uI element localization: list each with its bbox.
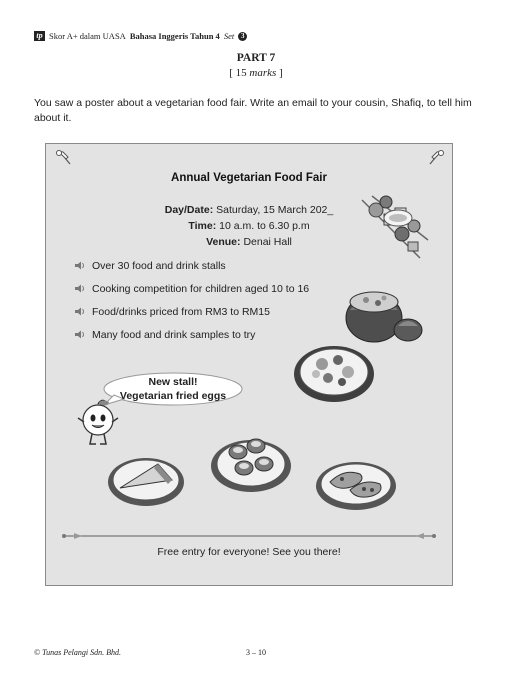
list-item <box>74 258 309 273</box>
marks-word: marks <box>249 67 277 79</box>
pushpin-icon <box>428 148 446 166</box>
instruction-text: You saw a poster about a vegetarian food fair. Write an email to your cousin, Shafiq, to tell him about it. <box>34 97 472 124</box>
date-label: Day/Date: <box>164 204 214 216</box>
set-number-badge: 3 <box>238 32 247 41</box>
pie-slice-plate-illustration <box>106 450 188 510</box>
subject-title: Bahasa Inggeris Tahun 4 <box>129 31 220 41</box>
page-header <box>34 31 247 41</box>
list-item-text: Cooking competition for children aged 10 to 16 <box>92 282 310 295</box>
time-value: 10 a.m. to 6.30 p.m <box>216 220 310 232</box>
date-value: Saturday, 15 March 202_ <box>213 204 334 216</box>
list-item <box>74 304 309 319</box>
list-item-text: Food/drinks priced from RM3 to RM15 <box>92 305 270 318</box>
list-item <box>74 281 309 296</box>
pushpin-icon <box>54 148 72 166</box>
list-item-text: Many food and drink samples to try <box>92 328 256 341</box>
bubble-line-1: New stall! <box>148 376 198 388</box>
skewers-illustration <box>358 188 430 264</box>
poster-title: Annual Vegetarian Food Fair <box>171 172 327 184</box>
marks-label <box>0 67 512 79</box>
publisher-logo: tp <box>34 31 45 41</box>
publisher-credit: © Tunas Pelangi Sdn. Bhd. <box>34 648 121 657</box>
marks-close: ] <box>276 67 283 79</box>
speaker-bullet-icon <box>74 307 86 316</box>
bubble-text <box>102 375 244 403</box>
book-title: Skor A+ dalam UASA <box>49 31 126 41</box>
speaker-bullet-icon <box>74 330 86 339</box>
venue-label: Venue: <box>206 236 241 248</box>
poster-divider <box>60 531 438 541</box>
venue-value: Denai Hall <box>240 236 292 248</box>
part-title: PART 7 <box>236 52 276 64</box>
speech-bubble <box>102 371 244 407</box>
poster-footer-text: Free entry for everyone! See you there! <box>157 546 341 558</box>
mascot-character-illustration <box>76 398 120 452</box>
food-fair-poster <box>45 143 453 586</box>
salad-plate-illustration <box>292 340 376 406</box>
pumpkin-dish-illustration <box>342 270 424 346</box>
speaker-bullet-icon <box>74 261 86 270</box>
stuffed-bread-plate-illustration <box>314 454 398 514</box>
time-label: Time: <box>188 220 217 232</box>
marks-open: [ 15 <box>229 67 250 79</box>
sushi-plate-illustration <box>208 426 294 496</box>
speaker-bullet-icon <box>74 284 86 293</box>
feature-list <box>74 258 309 350</box>
page-number: 3 – 10 <box>246 648 266 657</box>
list-item <box>74 327 309 342</box>
list-item-text: Over 30 food and drink stalls <box>92 259 226 272</box>
set-label: Set <box>223 31 235 41</box>
bubble-line-2: Vegetarian fried eggs <box>119 390 227 402</box>
